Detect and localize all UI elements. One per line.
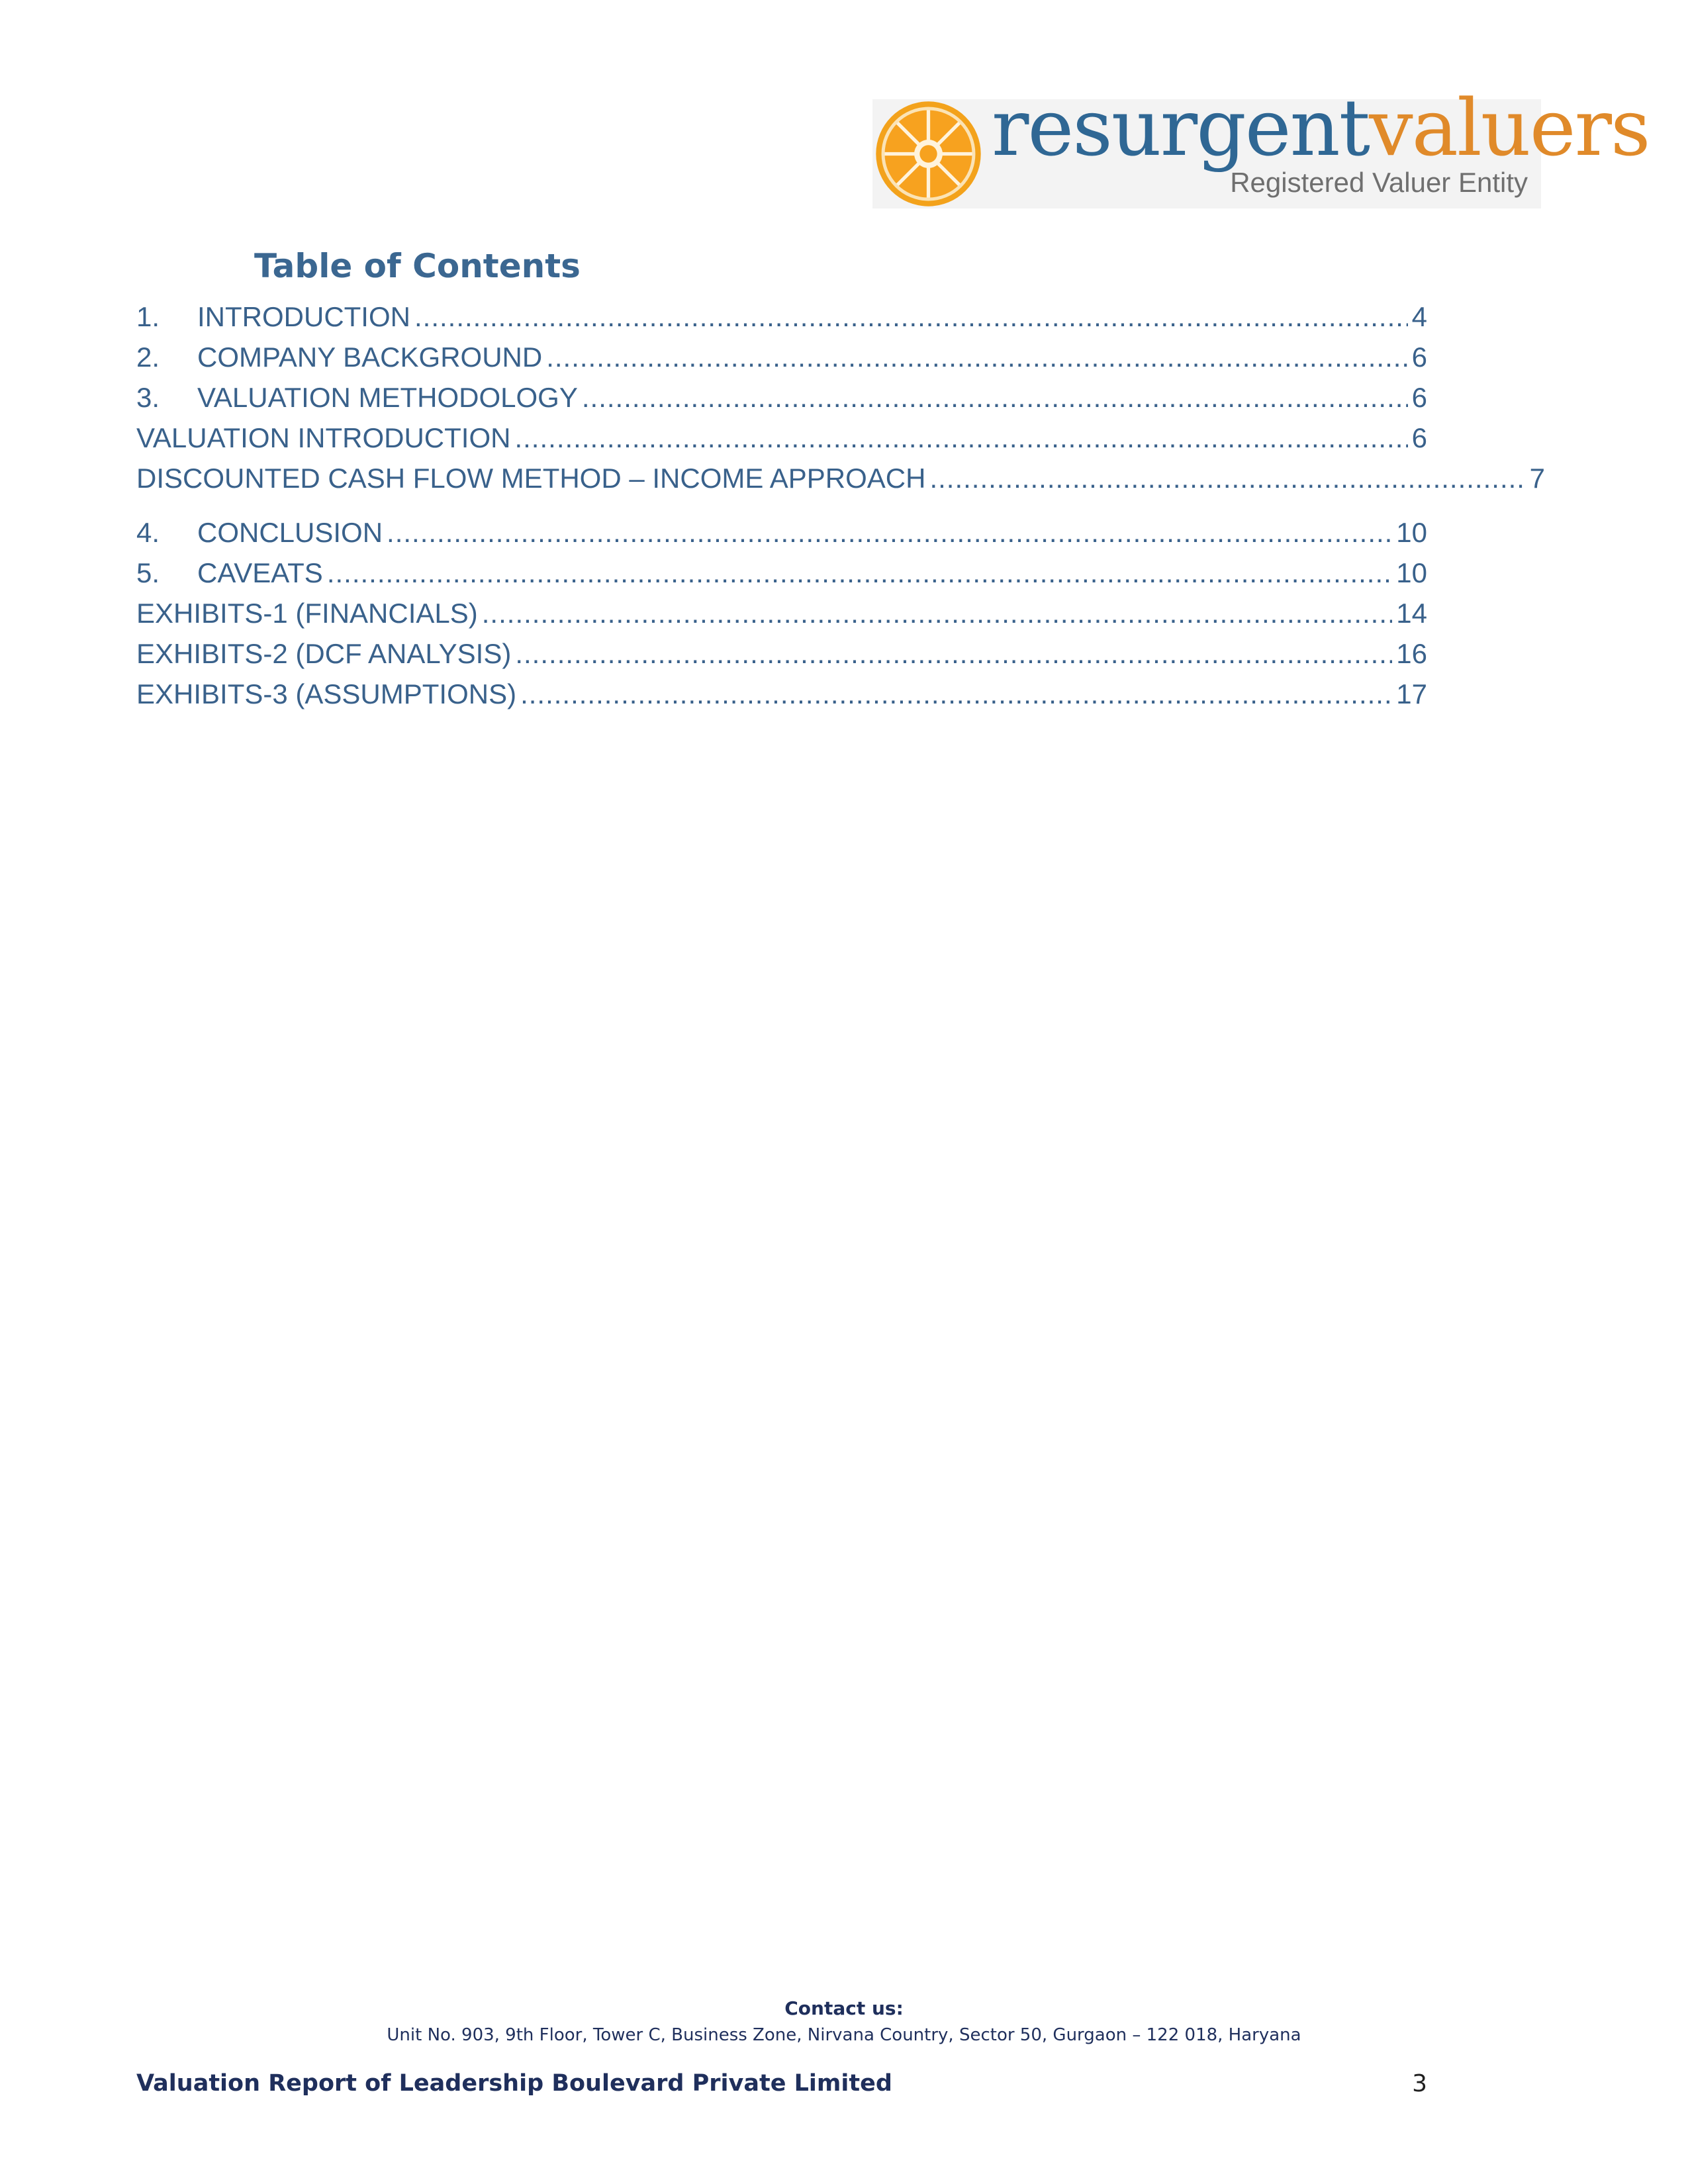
contact-label: Contact us: <box>784 1997 904 2019</box>
toc-entry-exhibits-3[interactable] <box>136 674 1427 714</box>
company-logo <box>872 82 1650 208</box>
dot-leader <box>515 633 1392 674</box>
toc-entry-page: 17 <box>1396 678 1427 709</box>
toc-entry-label: DISCOUNTED CASH FLOW METHOD – INCOME APPROACH <box>136 463 926 494</box>
toc-entry-exhibits-2[interactable] <box>136 633 1427 674</box>
brand-name-part2: valuers <box>1368 82 1650 173</box>
contact-address: Unit No. 903, 9th Floor, Tower C, Business Zone, Nirvana Country, Sector 50, Gurgaon – 122 018, Haryana <box>387 2025 1301 2045</box>
toc-entry-label: EXHIBITS-1 (FINANCIALS) <box>136 598 478 629</box>
dot-leader <box>514 418 1407 458</box>
dot-leader <box>482 593 1393 633</box>
toc-entry-company-background[interactable] <box>136 337 1427 377</box>
toc-entry-number: 4. <box>136 517 160 548</box>
toc-entry-page: 14 <box>1396 598 1427 629</box>
dot-leader <box>327 553 1392 593</box>
dot-leader <box>546 337 1407 377</box>
toc-entry-exhibits-1[interactable] <box>136 593 1427 633</box>
toc-entry-label: COMPANY BACKGROUND <box>197 341 543 373</box>
toc-entry-label: VALUATION METHODOLOGY <box>197 382 578 413</box>
brand-wordmark <box>992 82 1650 173</box>
dot-leader <box>387 512 1392 553</box>
toc-entry-page: 10 <box>1396 517 1427 548</box>
dot-leader <box>414 296 1408 337</box>
toc-entry-caveats[interactable] <box>136 553 1427 593</box>
toc-entry-valuation-methodology[interactable] <box>136 377 1427 418</box>
toc-entry-dcf-method[interactable] <box>136 458 1545 498</box>
footer-report-title: Valuation Report of Leadership Boulevard Private Limited <box>136 2070 892 2097</box>
toc-entry-label: CONCLUSION <box>197 517 383 548</box>
toc-entry-introduction[interactable] <box>136 296 1427 337</box>
dot-leader <box>520 674 1392 714</box>
dot-leader <box>582 377 1408 418</box>
toc-entry-label: INTRODUCTION <box>197 301 410 332</box>
toc-entry-label: EXHIBITS-2 (DCF ANALYSIS) <box>136 638 512 669</box>
toc-entry-number: 5. <box>136 557 160 588</box>
toc-entry-page: 16 <box>1396 638 1427 669</box>
brand-tagline: Registered Valuer Entity <box>1230 167 1528 198</box>
toc-entry-number: 2. <box>136 341 160 373</box>
toc-entry-page: 4 <box>1411 301 1427 332</box>
toc-entry-number: 1. <box>136 301 160 332</box>
toc-entry-label: CAVEATS <box>197 557 323 588</box>
toc-entry-page: 6 <box>1411 422 1427 453</box>
toc-entry-number: 3. <box>136 382 160 413</box>
toc-title: Table of Contents <box>254 247 581 285</box>
toc-entry-page: 6 <box>1411 341 1427 373</box>
orange-slice-icon <box>874 99 983 208</box>
toc-entry-page: 7 <box>1529 463 1545 494</box>
toc-entry-page: 10 <box>1396 557 1427 588</box>
toc-entry-label: VALUATION INTRODUCTION <box>136 422 511 453</box>
page-number: 3 <box>1412 2070 1427 2097</box>
toc-entry-page: 6 <box>1411 382 1427 413</box>
dot-leader <box>929 458 1525 498</box>
toc-entry-label: EXHIBITS-3 (ASSUMPTIONS) <box>136 678 517 709</box>
toc-entry-conclusion[interactable] <box>136 512 1427 553</box>
toc-entry-valuation-introduction[interactable] <box>136 418 1427 458</box>
brand-name-part1: resurgent <box>992 82 1369 173</box>
